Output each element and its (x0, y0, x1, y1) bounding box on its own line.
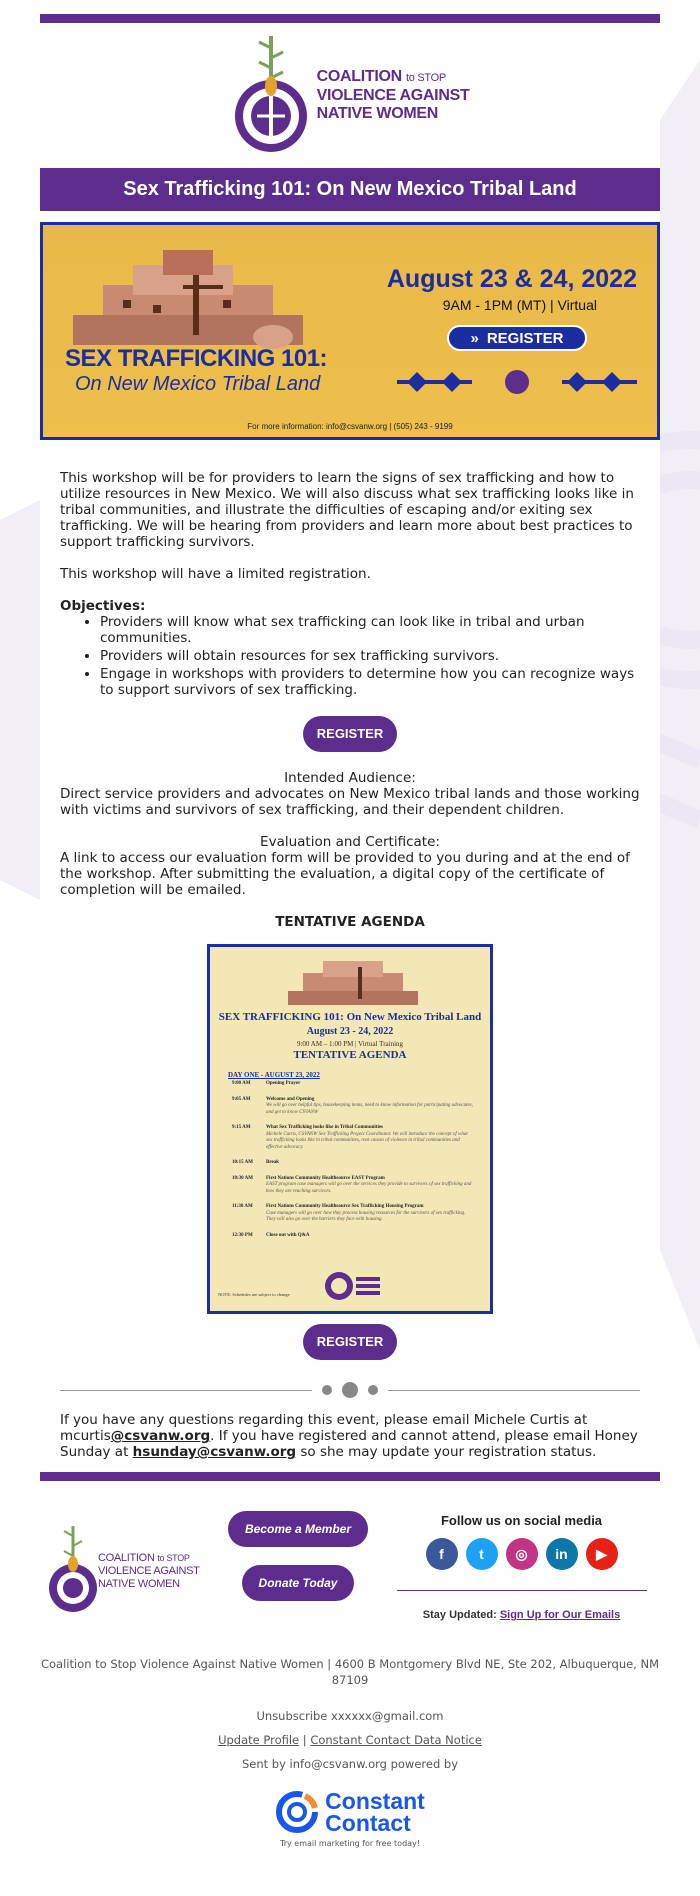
donate-button[interactable]: Donate Today (242, 1565, 354, 1601)
register-button-primary[interactable]: REGISTER (303, 716, 397, 752)
constant-contact-icon (275, 1790, 319, 1834)
footer (40, 1481, 660, 1637)
youtube-icon[interactable]: ▶ (586, 1538, 618, 1570)
social-icons (426, 1538, 618, 1570)
header-logo-area (40, 23, 660, 168)
social-heading: Follow us on social media (440, 1513, 603, 1528)
double-chevron-right-icon: » (470, 329, 479, 347)
section-divider (60, 1382, 640, 1398)
corn-emblem-icon (231, 36, 311, 156)
banner-register-button[interactable]: » REGISTER (447, 325, 587, 351)
email-body (40, 14, 660, 1637)
agenda-subheading: TENTATIVE AGENDA (293, 1049, 407, 1061)
update-profile-link[interactable]: Update Profile (218, 1733, 300, 1747)
agenda-logo-icon (322, 1269, 382, 1303)
agenda-row: 11:30 AM First Nations Community Healthsource Sex Trafficking Housing Program Case managers will go over how they process housing resources for the survivors of sex trafficking. They will also go over the barriers they face with housing. (232, 1204, 466, 1222)
contact-paragraph: If you have any questions regarding this event, please email Michele Curtis at mcurtis@csvanw.org. If you have registered and cannot attend, please email Honey Sunday at hsunday@csvanw.org so she may update your registration status. (60, 1412, 638, 1460)
agenda-row: 9:15 AM What Sex Trafficking looks like in Tribal Communities Michele Curtis, CSVANW Sex Trafficking Project Coordinator. We will introduce the concept of what sex trafficking looks like in tribal communities, root causes of violence in tribal communities and effective advocacy. (232, 1125, 468, 1150)
divider-dot-icon (368, 1385, 378, 1395)
agenda-row: 12:30 PM Close out with Q&A (232, 1232, 310, 1238)
csvanw-logo[interactable] (231, 36, 470, 156)
social-divider (397, 1590, 647, 1591)
agenda-date: August 23 - 24, 2022 (306, 1026, 394, 1037)
agenda-note: NOTE: Schedules are subject to change (218, 1292, 290, 1297)
audience-text: Direct service providers and advocates on New Mexico tribal lands and those working with victims and survivors of sex trafficking, and their dependent children. (60, 786, 640, 818)
agenda-rows (232, 1081, 474, 1248)
objectives-list (100, 614, 640, 698)
divider-dot-icon (322, 1385, 332, 1395)
banner-title: SEX TRAFFICKING 101: (65, 345, 328, 372)
intro-paragraph: This workshop will be for providers to learn the signs of sex trafficking and how to utilize resources in New Mexico. We will also discuss what sex trafficking looks like in tribal communities, and illustrate the difficulties of escaping and/or exiting sex trafficking. We will be hearing from providers and learn more about best practices to support trafficking survivors. (60, 470, 634, 550)
divider-dot-icon (342, 1382, 358, 1398)
agenda-title: SEX TRAFFICKING 101: On New Mexico Tribal Land (218, 1011, 482, 1023)
banner-time: 9AM - 1PM (MT) | Virtual (442, 297, 597, 313)
agenda-heading: TENTATIVE AGENDA (275, 914, 425, 930)
unsubscribe-link[interactable]: Unsubscribe xxxxxx@gmail.com (256, 1709, 444, 1723)
email-link-mcurtis[interactable]: @csvanw.org (110, 1428, 211, 1444)
agenda-row: 9:00 AM Opening Prayer (232, 1081, 301, 1086)
agenda-pueblo-icon (288, 953, 418, 1008)
event-title: Sex Trafficking 101: On New Mexico Tribal Land (123, 178, 577, 200)
objective-item: • Providers will obtain resources for sex trafficking survivors. (100, 648, 640, 664)
event-title-bar (40, 168, 660, 211)
corn-emblem-icon (48, 1526, 98, 1616)
objective-item: • Providers will know what sex trafficking can look like in tribal and urban communities. (100, 614, 640, 646)
data-notice-link[interactable]: Constant Contact Data Notice (310, 1733, 482, 1747)
linkedin-icon[interactable]: in (546, 1538, 578, 1570)
footer-buttons (213, 1495, 383, 1637)
constant-contact-tagline: Try email marketing for free today! (280, 1839, 420, 1848)
banner-subtitle: On New Mexico Tribal Land (75, 373, 321, 395)
social-section (383, 1495, 660, 1637)
top-accent-bar (40, 14, 660, 23)
agenda-time: 9:00 AM – 1:00 PM | Virtual Training (296, 1040, 404, 1048)
audience-heading: Intended Audience: (284, 770, 416, 786)
constant-contact-logo[interactable] (0, 1790, 700, 1834)
agenda-row: 10:30 AM First Nations Community Healthsource EAST Program EAST program case managers will go over the services they provide to survivors of sex trafficking and how they are reaching survivors. (232, 1175, 472, 1194)
limited-registration-note: This workshop will have a limited registration. (60, 566, 371, 582)
banner-contact-info: For more information: info@csvanw.org | (505) 243 - 9199 (247, 422, 453, 431)
geometric-pattern-icon (397, 367, 637, 397)
org-address: Coalition to Stop Violence Against Native Women | 4600 B Montgomery Blvd NE, Ste 202, Albuquerque, NM 87109 (40, 1657, 660, 1687)
footer-org-name: COALITION to STOP VIOLENCE AGAINST NATIVE WOMEN (98, 1551, 200, 1590)
objective-item: • Engage in workshops with providers to determine how you can recognize ways to support survivors of sex trafficking. (100, 666, 640, 698)
agenda-day-one: DAY ONE - AUGUST 23, 2022 (228, 1071, 320, 1079)
signup-emails-link[interactable]: Sign Up for Our Emails (499, 1609, 621, 1621)
agenda-image[interactable] (207, 944, 493, 1314)
email-link-hsunday[interactable]: hsunday@csvanw.org (132, 1444, 297, 1460)
profile-links: Update Profile | Constant Contact Data Notice (218, 1733, 482, 1747)
sent-by-text: Sent by info@csvanw.org powered by (241, 1757, 459, 1771)
event-banner-image[interactable] (40, 222, 660, 440)
facebook-icon[interactable]: f (426, 1538, 458, 1570)
constant-contact-wordmark: Constant Contact (325, 1788, 425, 1836)
pueblo-illustration-icon (73, 245, 303, 355)
org-name: COALITION to STOP VIOLENCE AGAINST NATIVE WOMEN (316, 68, 470, 122)
stay-updated: Stay Updated: Sign Up for Our Emails (422, 1609, 621, 1621)
twitter-icon[interactable]: t (466, 1538, 498, 1570)
instagram-icon[interactable]: ◎ (506, 1538, 538, 1570)
banner-date: August 23 & 24, 2022 (386, 265, 637, 293)
evaluation-heading: Evaluation and Certificate: (260, 834, 440, 850)
evaluation-text: A link to access our evaluation form will be provided to you during and at the end of the workshop. After submitting the evaluation, a digital copy of the certificate of completion will be emailed. (60, 850, 630, 898)
objectives-heading: Objectives: (60, 598, 146, 614)
email-content (40, 440, 660, 1398)
agenda-row: 9:05 AM Welcome and Opening We will go over helpful tips, housekeeping items, need to know information for participating advocates, and get to know CSVANW (232, 1096, 473, 1115)
become-member-button[interactable]: Become a Member (228, 1511, 368, 1547)
agenda-row: 10:15 AM Break (232, 1160, 279, 1165)
footer-logo[interactable] (48, 1495, 213, 1637)
footer-accent-bar (40, 1472, 660, 1481)
legal-footer (0, 1656, 700, 1852)
register-button-secondary[interactable]: REGISTER (303, 1324, 397, 1360)
